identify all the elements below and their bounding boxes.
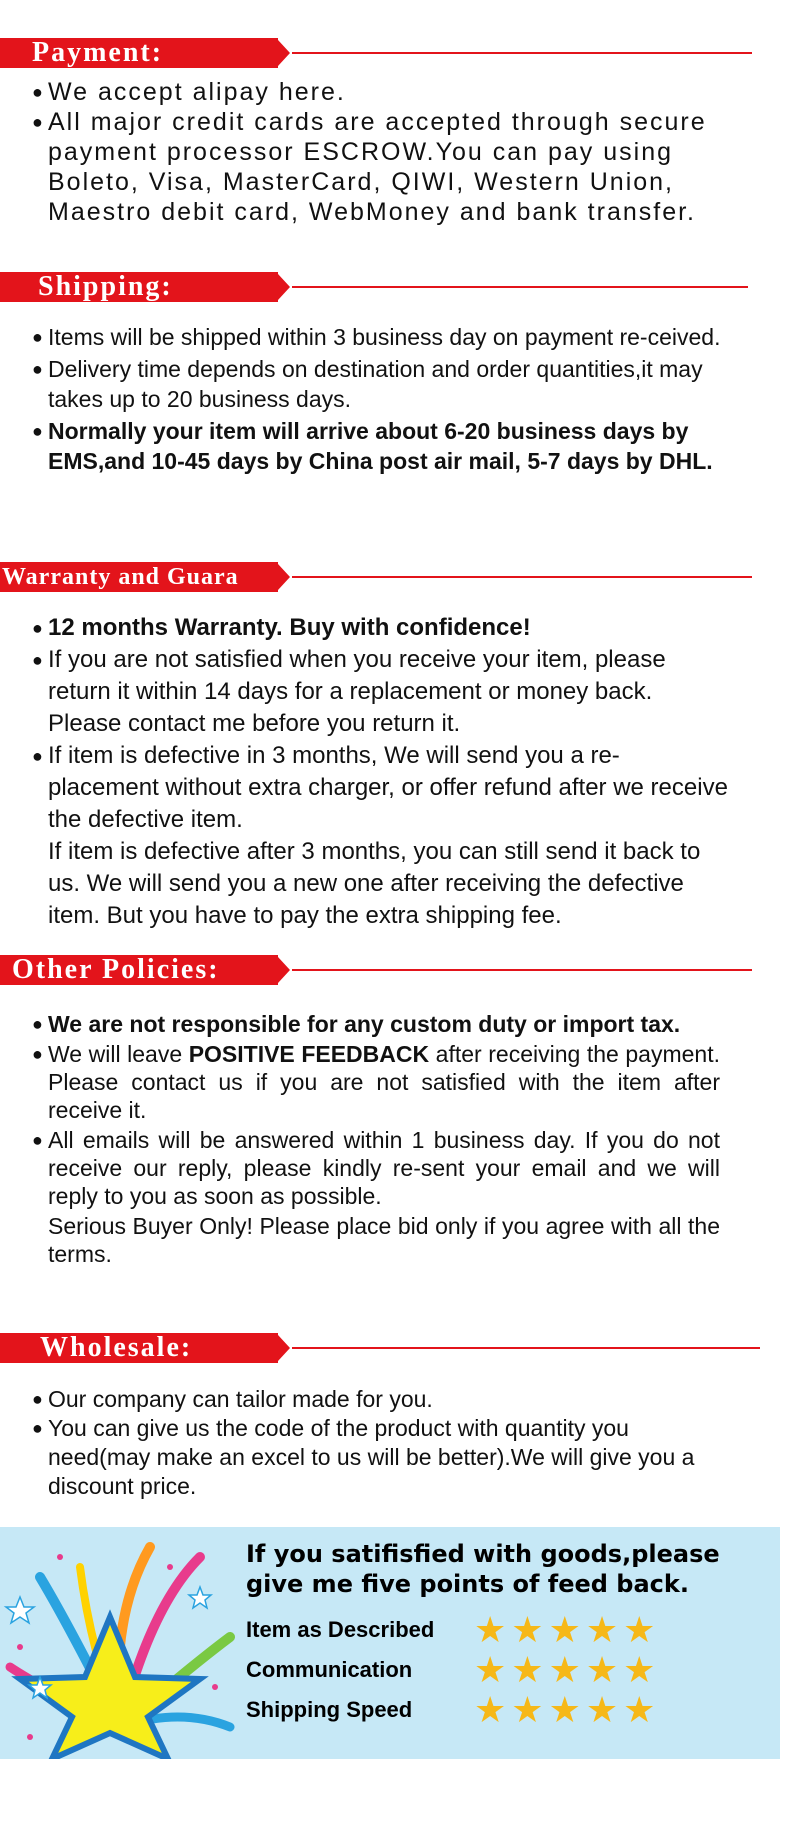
other-rule [292, 969, 752, 971]
star-icon: ★ [511, 1649, 544, 1690]
star-burst-icon [0, 1527, 240, 1759]
warranty-list [30, 612, 730, 932]
list-item: ● Delivery time depends on destination and order quantities,it may takes up to 20 business days. [32, 356, 703, 412]
bullet-icon: ● [32, 112, 45, 132]
rating-label: Item as Described [246, 1617, 435, 1642]
rating-stars [474, 1689, 660, 1730]
payment-heading: Payment: [32, 38, 164, 68]
other-list [30, 1010, 720, 1270]
rating-label: Shipping Speed [246, 1697, 413, 1722]
star-icon: ★ [623, 1649, 656, 1690]
star-icon: ★ [511, 1609, 544, 1650]
payment-arrow [278, 40, 290, 66]
rating-label: Communication [246, 1657, 413, 1682]
star-icon: ★ [474, 1649, 507, 1690]
warranty-header [0, 562, 760, 592]
wholesale-arrow [278, 1335, 290, 1361]
list-item: ● All emails will be answered within 1 business day. If you do not receive our reply, please kindly re-sent your email and we will reply to you as soon as possible. [32, 1127, 720, 1209]
shipping-arrow [278, 274, 290, 300]
shipping-heading-tab [0, 272, 278, 302]
star-icon: ★ [548, 1689, 581, 1730]
bullet-icon: ● [32, 1389, 43, 1409]
bullet-icon: ● [32, 327, 43, 347]
rating-item-as-described [246, 1609, 766, 1650]
list-item: ● All major credit cards are accepted through secure payment processor ESCROW.You can pay using Boleto, Visa, MasterCard, QIWI, Western Union, Maestro debit card, WebMoney and bank transfer. [32, 108, 707, 226]
bullet-icon: ● [32, 359, 43, 379]
shipping-list [30, 322, 730, 476]
wholesale-header [0, 1333, 760, 1363]
bullet-icon: ● [32, 82, 45, 102]
warranty-rule [292, 576, 752, 578]
feedback-title: If you satifisfied with goods,please give me five points of feed back. [246, 1540, 720, 1598]
star-icon: ★ [585, 1649, 619, 1690]
warranty-arrow [278, 564, 290, 590]
list-item: ● You can give us the code of the product with quantity you need(may make an excel to us will be better).We will give you a discount price. [32, 1415, 695, 1499]
bullet-icon: ● [32, 1044, 43, 1064]
payment-rule [292, 52, 752, 54]
star-icon: ★ [585, 1609, 619, 1650]
bullet-icon: ● [32, 421, 43, 441]
wholesale-heading-tab [0, 1333, 278, 1363]
rating-stars [474, 1609, 660, 1650]
list-item: ● We accept alipay here. [32, 78, 346, 106]
shipping-heading: Shipping: [38, 272, 173, 302]
wholesale-list [30, 1385, 730, 1501]
star-icon: ★ [474, 1689, 507, 1730]
star-icon: ★ [623, 1689, 656, 1730]
other-arrow [278, 957, 290, 983]
bullet-icon: ● [32, 618, 43, 638]
bullet-icon: ● [32, 1418, 43, 1438]
list-item: ● If you are not satisfied when you receive your item, please return it within 14 days for a replacement or money back. Please contact me before you return it. [32, 646, 666, 737]
feedback-banner [0, 1527, 780, 1759]
star-icon: ★ [585, 1689, 619, 1730]
positive-feedback-text: POSITIVE FEEDBACK [188, 1041, 430, 1067]
other-heading-tab [0, 955, 278, 985]
wholesale-rule [292, 1347, 760, 1349]
payment-list [30, 77, 730, 227]
list-item: ● Items will be shipped within 3 business day on payment re-ceived. [32, 324, 721, 350]
other-heading: Other Policies: [12, 955, 220, 985]
wholesale-heading: Wholesale: [40, 1333, 193, 1363]
list-item: ● We are not responsible for any custom duty or import tax. [32, 1011, 681, 1037]
payment-heading-tab [0, 38, 278, 68]
bullet-icon: ● [32, 1014, 43, 1034]
bullet-icon: ● [32, 1130, 43, 1150]
shipping-header [0, 272, 760, 302]
star-icon: ★ [548, 1609, 581, 1650]
list-item: Serious Buyer Only! Please place bid only if you agree with all the terms. [48, 1213, 720, 1267]
other-header [0, 955, 760, 985]
payment-header [0, 38, 760, 68]
list-item: ● Our company can tailor made for you. [32, 1386, 433, 1412]
warranty-heading-tab [0, 562, 278, 592]
rating-shipping-speed [246, 1689, 766, 1730]
rating-stars [474, 1649, 660, 1690]
shipping-rule [292, 286, 748, 288]
warranty-note: If item is defective after 3 months, you can still send it back to us. We will send you a new one after receiving the defective item. But you have to pay the extra shipping fee. [48, 838, 701, 929]
rating-communication [246, 1649, 766, 1690]
bullet-icon: ● [32, 746, 43, 766]
warranty-heading: Warranty and Guara [2, 564, 239, 590]
list-item: ● 12 months Warranty. Buy with confidence! [30, 612, 730, 644]
star-icon: ★ [623, 1609, 656, 1650]
list-item: ● Normally your item will arrive about 6-20 business days by EMS,and 10-45 days by China post air mail, 5-7 days by DHL. [32, 418, 713, 474]
list-item: ● If item is defective in 3 months, We will send you a re-placement without extra charger, or offer refund after we receive the defective item. [32, 742, 728, 833]
star-icon: ★ [511, 1689, 544, 1730]
star-icon: ★ [474, 1609, 507, 1650]
list-item: ● We will leave POSITIVE FEEDBACK after receiving the payment. Please contact us if you are not satisfied with the item after receive it. [32, 1041, 720, 1123]
bullet-icon: ● [32, 650, 43, 670]
star-icon: ★ [548, 1649, 581, 1690]
